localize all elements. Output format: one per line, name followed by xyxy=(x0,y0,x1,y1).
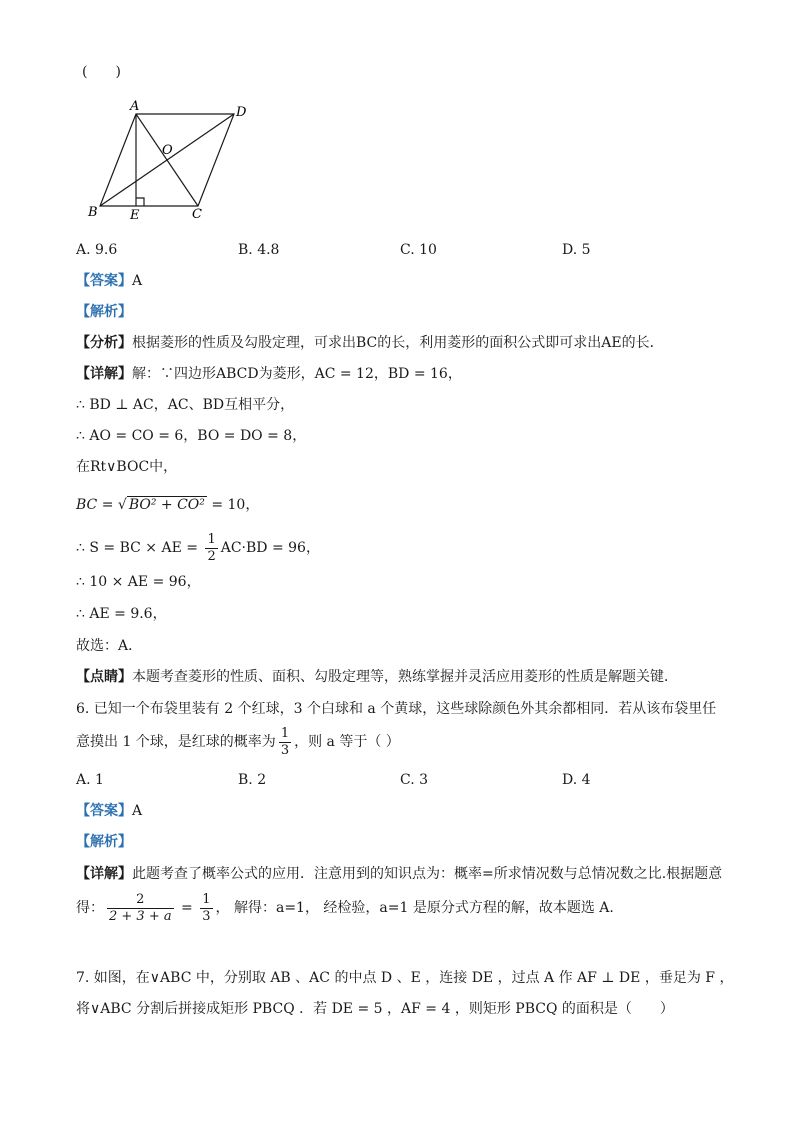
fraction-one-third: $\frac{1}{3}$ xyxy=(202,891,211,924)
fraction-probability: $\frac{2}{2 + 3 + a}$ xyxy=(109,891,172,924)
q6-equation: 得： $\frac{2}{2 + 3 + a}$ = $\frac{1}{3}$ ， 解得：a=1， 经检验，a=1 是原分式方程的解，故本题选 A. xyxy=(76,891,614,924)
q5-step-10ae: ∴ 10 × AE = 96， xyxy=(76,574,201,590)
answer-tag: 【答案】 xyxy=(76,273,132,289)
q7-stem-line2: 将∨ABC 分割后拼接成矩形 PBCQ ．若 DE = 5 ，AF = 4 ，则矩形 PBCQ 的面积是（ ） xyxy=(76,1001,674,1017)
q6-option-a: A. 1 xyxy=(76,772,104,788)
question-paren: ( ) xyxy=(82,64,121,80)
fraction-third: $\frac{1}{3}$ xyxy=(280,725,290,758)
label-a: A xyxy=(130,99,140,114)
q6-analysis-heading: 【解析】 xyxy=(76,834,132,850)
label-b: B xyxy=(88,205,98,220)
fraction-half: $\frac{1}{2}$ xyxy=(207,531,216,564)
q5-step-bc: BC = √ BO² + CO² = 10， xyxy=(76,497,260,513)
q6-stem-line2: 意摸出 1 个球，是红球的概率为 $\frac{1}{3}$ ，则 a 等于（ ） xyxy=(76,725,400,758)
q5-analysis-heading: 【解析】 xyxy=(76,304,132,320)
q5-fenxi: 【分析】根据菱形的性质及勾股定理，可求出BC的长，利用菱形的面积公式即可求出AE的长． xyxy=(76,335,664,351)
q5-step-ae: ∴ AE = 9.6， xyxy=(76,606,167,622)
q6-answer: 【答案】A xyxy=(76,803,143,819)
q6-option-c: C. 3 xyxy=(400,772,429,788)
q5-option-d: D. 5 xyxy=(562,242,591,258)
rhombus-figure xyxy=(84,98,254,224)
q5-step-halves: ∴ AO = CO = 6，BO = DO = 8， xyxy=(76,428,307,444)
q5-step-triangle: 在Rt∨BOC中， xyxy=(76,459,178,475)
q6-xiangjie: 【详解】此题考查了概率公式的应用．注意用到的知识点为：概率=所求情况数与总情况数之比.根据题意 xyxy=(76,866,723,882)
q6-option-b: B. 2 xyxy=(238,772,267,788)
q5-xiangjie: 【详解】解：∵四边形ABCD为菱形，AC = 12，BD = 16， xyxy=(76,366,462,382)
q5-option-a: A. 9.6 xyxy=(76,242,118,258)
label-c: C xyxy=(192,207,202,222)
q7-stem-line1: 7. 如图，在∨ABC 中，分别取 AB 、AC 的中点 D 、E ，连接 DE ，过点 A 作 AF ⊥ DE ，垂足为 F ， xyxy=(76,970,734,986)
label-d: D xyxy=(236,105,247,120)
q6-option-d: D. 4 xyxy=(562,772,591,788)
q5-step-area: ∴ S = BC × AE = $\frac{1}{2}$ AC·BD = 96， xyxy=(76,531,320,564)
q5-answer xyxy=(76,271,142,291)
q5-option-c: C. 10 xyxy=(400,242,437,258)
label-e: E xyxy=(130,208,140,223)
q5-step-perp: ∴ BD ⊥ AC，AC、BD互相平分， xyxy=(76,397,295,413)
q5-choose: 故选：A． xyxy=(76,638,143,654)
q5-dianjing: 【点睛】本题考查菱形的性质、面积、勾股定理等，熟练掌握并灵活应用菱形的性质是解题关键． xyxy=(76,669,678,685)
answer-value: A xyxy=(132,273,143,289)
q5-option-b: B. 4.8 xyxy=(238,242,280,258)
q6-stem-line1: 6. 已知一个布袋里装有 2 个红球，3 个白球和 a 个黄球，这些球除颜色外其余都相同．若从该布袋里任 xyxy=(76,701,717,717)
label-o: O xyxy=(162,143,173,158)
